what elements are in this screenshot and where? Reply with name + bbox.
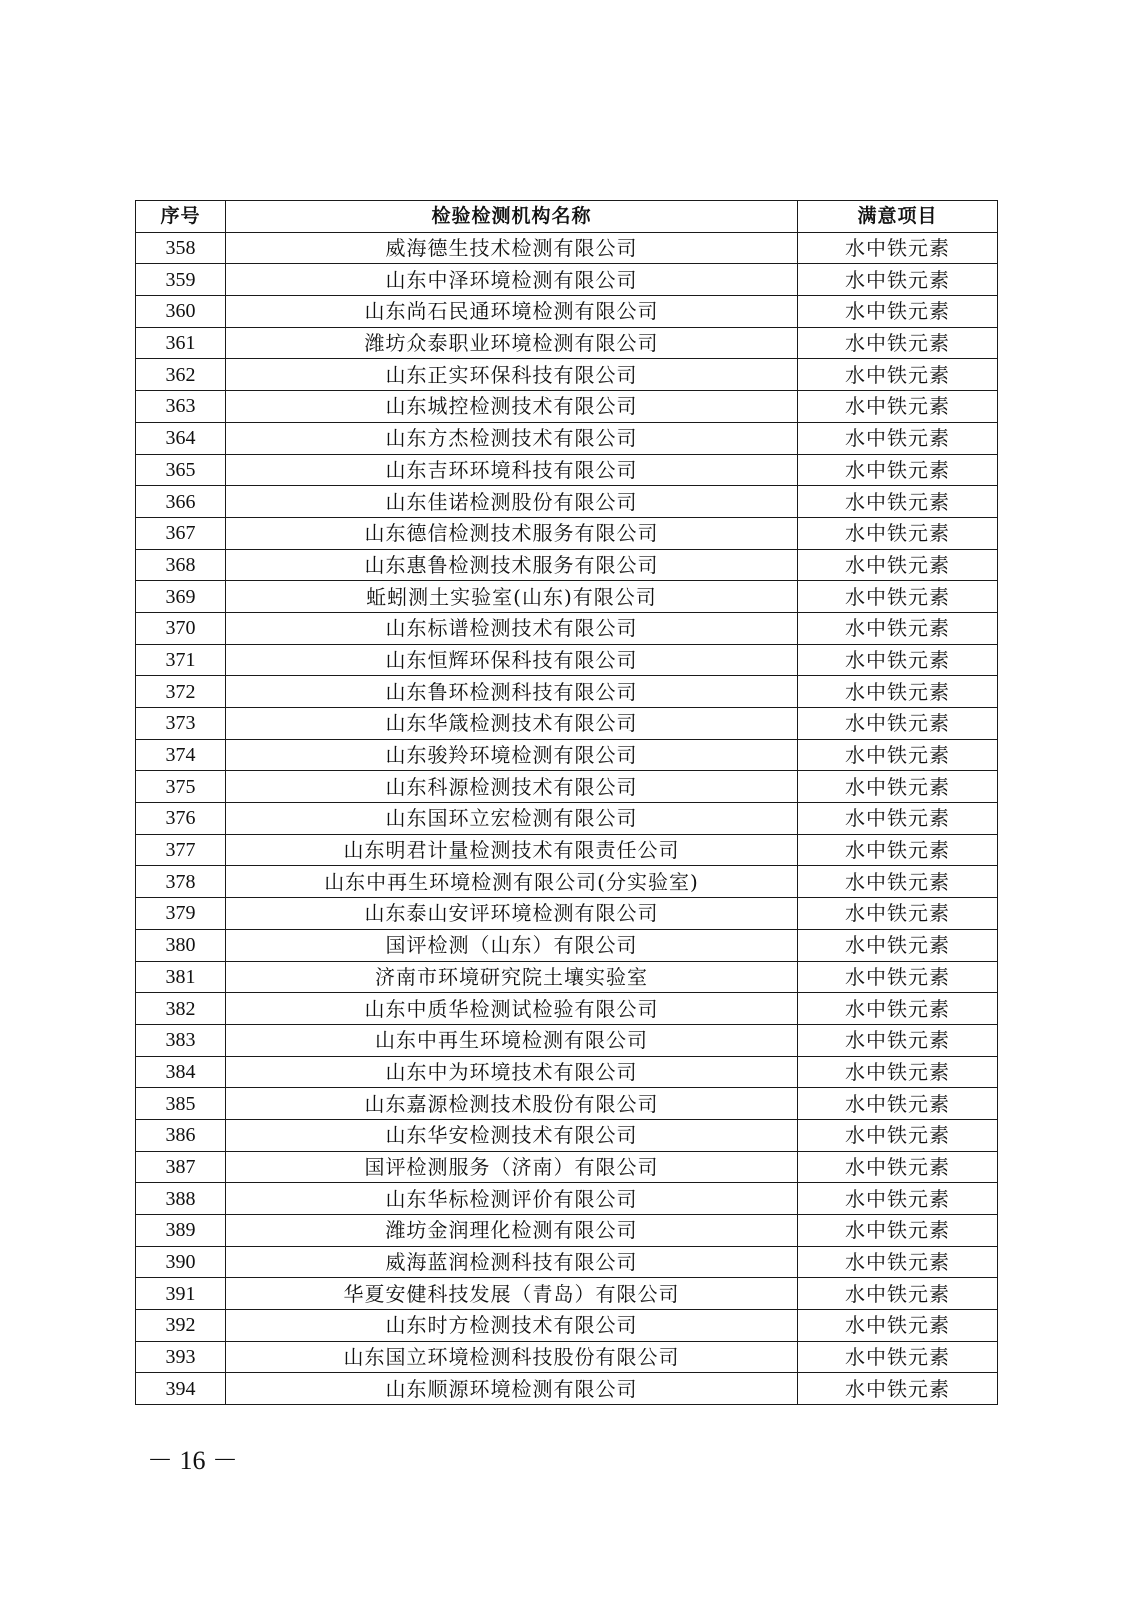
institution-name-cell: 国评检测（山东）有限公司 [226,929,798,961]
table-row [136,1246,998,1278]
serial-number-cell: 365 [136,454,226,486]
serial-number-cell: 394 [136,1373,226,1405]
serial-number-cell: 363 [136,391,226,423]
institution-name-cell: 山东中为环境技术有限公司 [226,1056,798,1088]
serial-number-cell: 393 [136,1341,226,1373]
satisfactory-item-cell: 水中铁元素 [798,834,998,866]
institution-name-cell: 华夏安健科技发展（青岛）有限公司 [226,1278,798,1310]
serial-number-cell: 383 [136,1024,226,1056]
serial-number-cell: 379 [136,898,226,930]
satisfactory-item-cell: 水中铁元素 [798,803,998,835]
serial-number-cell: 359 [136,264,226,296]
serial-number-cell: 376 [136,803,226,835]
table-row [136,422,998,454]
satisfactory-item-cell: 水中铁元素 [798,486,998,518]
institution-name-cell: 山东中再生环境检测有限公司(分实验室) [226,866,798,898]
table-row [136,644,998,676]
institution-name-cell: 潍坊众泰职业环境检测有限公司 [226,327,798,359]
table-row [136,296,998,328]
page-number: － 16 － [147,1446,239,1475]
table-row [136,517,998,549]
serial-number-cell: 371 [136,644,226,676]
institution-name-cell: 山东惠鲁检测技术服务有限公司 [226,549,798,581]
serial-number-cell: 369 [136,581,226,613]
institution-name-cell: 威海德生技术检测有限公司 [226,232,798,264]
institution-name-cell: 山东华箴检测技术有限公司 [226,708,798,740]
serial-number-cell: 382 [136,993,226,1025]
header-satisfactory-item: 满意项目 [798,201,998,233]
table-row [136,1151,998,1183]
table-row [136,1215,998,1247]
institution-name-cell: 山东德信检测技术服务有限公司 [226,517,798,549]
satisfactory-item-cell: 水中铁元素 [798,1310,998,1342]
table-row [136,486,998,518]
table-row [136,993,998,1025]
table-body [136,232,998,1404]
institution-name-cell: 国评检测服务（济南）有限公司 [226,1151,798,1183]
table-row [136,1056,998,1088]
satisfactory-item-cell: 水中铁元素 [798,1088,998,1120]
institution-name-cell: 山东城控检测技术有限公司 [226,391,798,423]
serial-number-cell: 360 [136,296,226,328]
serial-number-cell: 364 [136,422,226,454]
satisfactory-item-cell: 水中铁元素 [798,581,998,613]
satisfactory-item-cell: 水中铁元素 [798,422,998,454]
serial-number-cell: 377 [136,834,226,866]
satisfactory-item-cell: 水中铁元素 [798,1246,998,1278]
institution-name-cell: 山东方杰检测技术有限公司 [226,422,798,454]
table-row [136,834,998,866]
satisfactory-item-cell: 水中铁元素 [798,517,998,549]
serial-number-cell: 389 [136,1215,226,1247]
satisfactory-item-cell: 水中铁元素 [798,1341,998,1373]
institution-name-cell: 潍坊金润理化检测有限公司 [226,1215,798,1247]
serial-number-cell: 362 [136,359,226,391]
institution-table [135,200,998,1405]
institution-name-cell: 山东国立环境检测科技股份有限公司 [226,1341,798,1373]
table-row [136,1024,998,1056]
institution-name-cell: 威海蓝润检测科技有限公司 [226,1246,798,1278]
satisfactory-item-cell: 水中铁元素 [798,961,998,993]
table-row [136,549,998,581]
table-row [136,1119,998,1151]
institution-name-cell: 山东泰山安评环境检测有限公司 [226,898,798,930]
satisfactory-item-cell: 水中铁元素 [798,644,998,676]
table-row [136,929,998,961]
serial-number-cell: 366 [136,486,226,518]
serial-number-cell: 370 [136,612,226,644]
institution-name-cell: 山东尚石民通环境检测有限公司 [226,296,798,328]
table-row [136,454,998,486]
serial-number-cell: 374 [136,739,226,771]
table-row [136,961,998,993]
satisfactory-item-cell: 水中铁元素 [798,771,998,803]
table-row [136,264,998,296]
serial-number-cell: 361 [136,327,226,359]
satisfactory-item-cell: 水中铁元素 [798,1151,998,1183]
institution-name-cell: 山东正实环保科技有限公司 [226,359,798,391]
institution-name-cell: 蚯蚓测土实验室(山东)有限公司 [226,581,798,613]
satisfactory-item-cell: 水中铁元素 [798,866,998,898]
institution-name-cell: 山东吉环环境科技有限公司 [226,454,798,486]
satisfactory-item-cell: 水中铁元素 [798,739,998,771]
institution-name-cell: 山东嘉源检测技术股份有限公司 [226,1088,798,1120]
table-row [136,359,998,391]
table-row [136,1341,998,1373]
serial-number-cell: 380 [136,929,226,961]
serial-number-cell: 373 [136,708,226,740]
satisfactory-item-cell: 水中铁元素 [798,264,998,296]
table-row [136,391,998,423]
satisfactory-item-cell: 水中铁元素 [798,1215,998,1247]
satisfactory-item-cell: 水中铁元素 [798,1024,998,1056]
serial-number-cell: 368 [136,549,226,581]
table-row [136,612,998,644]
satisfactory-item-cell: 水中铁元素 [798,708,998,740]
header-serial-number: 序号 [136,201,226,233]
serial-number-cell: 372 [136,676,226,708]
satisfactory-item-cell: 水中铁元素 [798,296,998,328]
satisfactory-item-cell: 水中铁元素 [798,1056,998,1088]
serial-number-cell: 388 [136,1183,226,1215]
institution-name-cell: 山东中再生环境检测有限公司 [226,1024,798,1056]
institution-name-cell: 山东明君计量检测技术有限责任公司 [226,834,798,866]
institution-name-cell: 山东顺源环境检测有限公司 [226,1373,798,1405]
serial-number-cell: 391 [136,1278,226,1310]
satisfactory-item-cell: 水中铁元素 [798,232,998,264]
institution-name-cell: 济南市环境研究院土壤实验室 [226,961,798,993]
satisfactory-item-cell: 水中铁元素 [798,993,998,1025]
institution-name-cell: 山东时方检测技术有限公司 [226,1310,798,1342]
table-header [136,201,998,233]
institution-name-cell: 山东华标检测评价有限公司 [226,1183,798,1215]
satisfactory-item-cell: 水中铁元素 [798,391,998,423]
table-row [136,1088,998,1120]
serial-number-cell: 384 [136,1056,226,1088]
table-row [136,581,998,613]
serial-number-cell: 385 [136,1088,226,1120]
table-row [136,739,998,771]
satisfactory-item-cell: 水中铁元素 [798,1373,998,1405]
table-row [136,866,998,898]
serial-number-cell: 381 [136,961,226,993]
institution-name-cell: 山东国环立宏检测有限公司 [226,803,798,835]
table-header-row [136,201,998,233]
satisfactory-item-cell: 水中铁元素 [798,1183,998,1215]
satisfactory-item-cell: 水中铁元素 [798,549,998,581]
table-row [136,1278,998,1310]
satisfactory-item-cell: 水中铁元素 [798,676,998,708]
table-row [136,771,998,803]
institution-name-cell: 山东科源检测技术有限公司 [226,771,798,803]
satisfactory-item-cell: 水中铁元素 [798,327,998,359]
serial-number-cell: 378 [136,866,226,898]
table-row [136,898,998,930]
table-row [136,708,998,740]
institution-name-cell: 山东华安检测技术有限公司 [226,1119,798,1151]
institution-name-cell: 山东恒辉环保科技有限公司 [226,644,798,676]
table-row [136,1310,998,1342]
institution-name-cell: 山东中质华检测试检验有限公司 [226,993,798,1025]
satisfactory-item-cell: 水中铁元素 [798,929,998,961]
serial-number-cell: 375 [136,771,226,803]
serial-number-cell: 358 [136,232,226,264]
institution-name-cell: 山东佳诺检测股份有限公司 [226,486,798,518]
serial-number-cell: 387 [136,1151,226,1183]
serial-number-cell: 392 [136,1310,226,1342]
institution-name-cell: 山东鲁环检测科技有限公司 [226,676,798,708]
table-row [136,327,998,359]
serial-number-cell: 386 [136,1119,226,1151]
institution-name-cell: 山东骏羚环境检测有限公司 [226,739,798,771]
header-institution-name: 检验检测机构名称 [226,201,798,233]
satisfactory-item-cell: 水中铁元素 [798,1278,998,1310]
satisfactory-item-cell: 水中铁元素 [798,612,998,644]
serial-number-cell: 390 [136,1246,226,1278]
satisfactory-item-cell: 水中铁元素 [798,359,998,391]
serial-number-cell: 367 [136,517,226,549]
table-row [136,1183,998,1215]
table-row [136,1373,998,1405]
satisfactory-item-cell: 水中铁元素 [798,898,998,930]
satisfactory-item-cell: 水中铁元素 [798,1119,998,1151]
table-row [136,803,998,835]
table-row [136,232,998,264]
institution-name-cell: 山东标谱检测技术有限公司 [226,612,798,644]
table-row [136,676,998,708]
satisfactory-item-cell: 水中铁元素 [798,454,998,486]
institution-name-cell: 山东中泽环境检测有限公司 [226,264,798,296]
